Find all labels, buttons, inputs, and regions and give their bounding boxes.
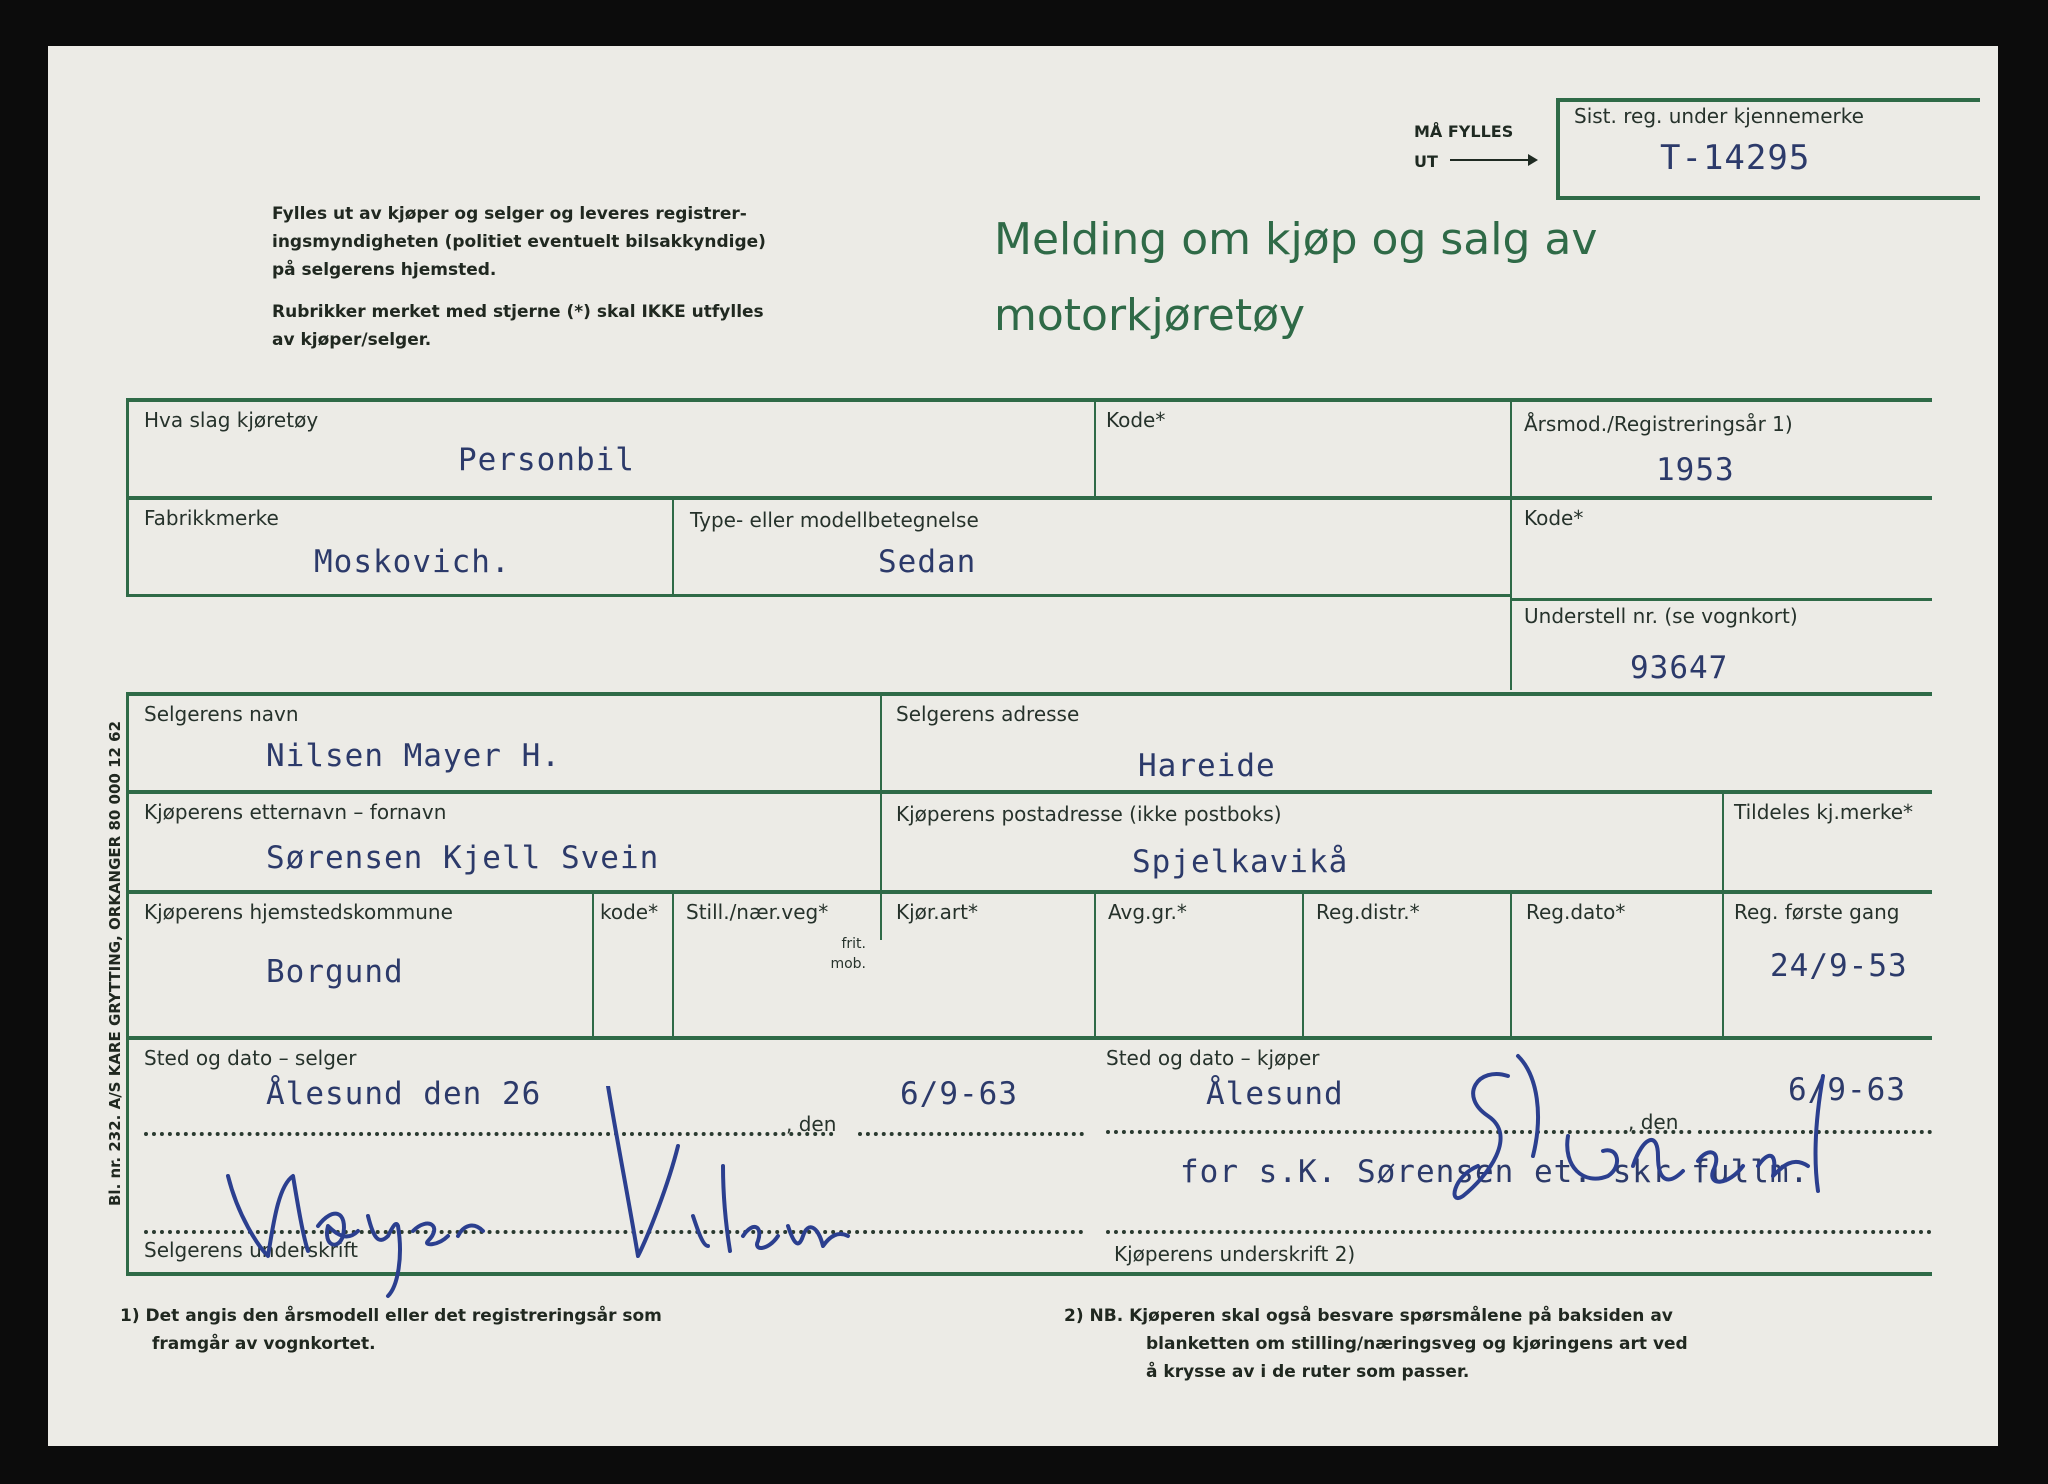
instruction-line: av kjøper/selger. — [272, 330, 432, 350]
seller-address-label: Selgerens adresse — [896, 702, 1080, 726]
footnote-line: å krysse av i de ruter som passer. — [1146, 1362, 1470, 1382]
row-line — [126, 790, 1932, 794]
buyer-den-label: , den — [1628, 1110, 1679, 1134]
instruction-line: ingsmyndigheten (politiet eventuelt bilsakkyndige) — [272, 232, 766, 252]
divider — [592, 892, 594, 1038]
ut-label: UT — [1414, 152, 1438, 171]
arrow-right-icon — [1448, 150, 1538, 170]
first-reg-label: Reg. første gang — [1734, 900, 1900, 924]
side-print: Bl. nr. 232. A/S KARE GRYTTING, ORKANGER 80 000 12 62 — [106, 720, 124, 1206]
divider — [672, 892, 674, 1038]
municipality-value: Borgund — [266, 954, 404, 990]
footnote-2 — [1064, 1302, 1688, 1386]
divider — [880, 694, 882, 940]
buyer-place-value: Ålesund — [1206, 1076, 1344, 1112]
model-label: Type- eller modellbetegnelse — [690, 508, 979, 532]
frit-mob-label: frit. mob. — [830, 936, 866, 972]
seller-signature-label: Selgerens underskrift — [144, 1238, 358, 1262]
buyer-date-value: 6/9-63 — [1788, 1072, 1906, 1108]
buyer-signature — [1368, 1036, 1888, 1236]
make-label: Fabrikkmerke — [144, 506, 279, 530]
registration-value: T-14295 — [1660, 138, 1811, 178]
divider — [672, 498, 674, 594]
left-border — [126, 692, 129, 1276]
reg-dato-label: Reg.dato* — [1526, 900, 1626, 924]
still-label: Still./nær.veg* — [686, 900, 829, 924]
form-title-line1: Melding om kjøp og salg av — [994, 214, 1598, 265]
make-value: Moskovich. — [314, 544, 511, 580]
seller-place-value: Ålesund den 26 — [266, 1076, 542, 1112]
form-title-line2: motorkjøretøy — [994, 290, 1306, 341]
reg-distr-label: Reg.distr.* — [1316, 900, 1420, 924]
divider — [1094, 400, 1096, 496]
row-line — [1510, 598, 1932, 601]
chassis-value: 93647 — [1630, 650, 1729, 686]
instructions-block-2 — [272, 298, 764, 354]
kjor-art-label: Kjør.art* — [896, 900, 978, 924]
instruction-line: Fylles ut av kjøper og selger og leveres registrer- — [272, 204, 747, 224]
divider — [1302, 892, 1304, 1038]
buyer-place-label: Sted og dato – kjøper — [1106, 1046, 1320, 1070]
row-line — [126, 890, 1932, 894]
section-top-line — [126, 398, 1932, 402]
buyer-address-label: Kjøperens postadresse (ikke postboks) — [896, 802, 1282, 826]
instructions-block-1 — [272, 200, 766, 284]
instruction-line: Rubrikker merket med stjerne (*) skal IKKE utfylles — [272, 302, 764, 322]
vehicle-type-value: Personbil — [458, 442, 635, 478]
avg-gr-label: Avg.gr.* — [1108, 900, 1187, 924]
first-reg-value: 24/9-53 — [1770, 948, 1908, 984]
seller-date-value: 6/9-63 — [900, 1076, 1018, 1112]
registration-label: Sist. reg. under kjennemerke — [1574, 104, 1864, 128]
row-line — [126, 594, 1512, 597]
divider — [1094, 892, 1096, 1038]
seller-address-value: Hareide — [1138, 748, 1276, 784]
municipality-label: Kjøperens hjemstedskommune — [144, 900, 453, 924]
chassis-label: Understell nr. (se vognkort) — [1524, 604, 1798, 628]
divider — [1722, 792, 1724, 1038]
assign-plate-label: Tildeles kj.merke* — [1734, 800, 1914, 824]
ma-fylles-label: MÅ FYLLES — [1414, 122, 1514, 141]
footnote-1 — [120, 1302, 662, 1358]
seller-signature — [198, 1086, 898, 1306]
divider — [1510, 892, 1512, 1038]
year-label: Årsmod./Registreringsår 1) — [1524, 412, 1793, 436]
year-value: 1953 — [1656, 452, 1735, 488]
form-paper — [48, 46, 1998, 1446]
buyer-address-value: Spjelkavikå — [1132, 844, 1349, 880]
model-value: Sedan — [878, 544, 977, 580]
footnote-line: 2) NB. Kjøperen skal også besvare spørsmålene på baksiden av — [1064, 1306, 1673, 1326]
footnote-line: blanketten om stilling/næringsveg og kjøringens art ved — [1146, 1334, 1688, 1354]
buyer-signature-label: Kjøperens underskrift 2) — [1114, 1242, 1356, 1266]
footnote-line: 1) Det angis den årsmodell eller det registreringsår som — [120, 1306, 662, 1326]
seller-place-label: Sted og dato – selger — [144, 1046, 357, 1070]
kode2-label: Kode* — [1524, 506, 1584, 530]
seller-den-label: , den — [786, 1112, 837, 1136]
kode-small-label: kode* — [600, 900, 659, 924]
footnote-line: framgår av vognkortet. — [152, 1334, 376, 1354]
buyer-name-label: Kjøperens etternavn – fornavn — [144, 800, 447, 824]
buyer-proxy-value: for s.K. Sørensen et. skr fullm. — [1180, 1154, 1810, 1190]
seller-name-label: Selgerens navn — [144, 702, 299, 726]
instruction-line: på selgerens hjemsted. — [272, 260, 497, 280]
kode-label: Kode* — [1106, 408, 1166, 432]
buyer-name-value: Sørensen Kjell Svein — [266, 840, 660, 876]
divider — [1510, 400, 1512, 690]
seller-name-value: Nilsen Mayer H. — [266, 738, 561, 774]
vehicle-type-label: Hva slag kjøretøy — [144, 408, 319, 432]
row-line — [126, 496, 1932, 500]
parties-top-line — [126, 692, 1932, 696]
